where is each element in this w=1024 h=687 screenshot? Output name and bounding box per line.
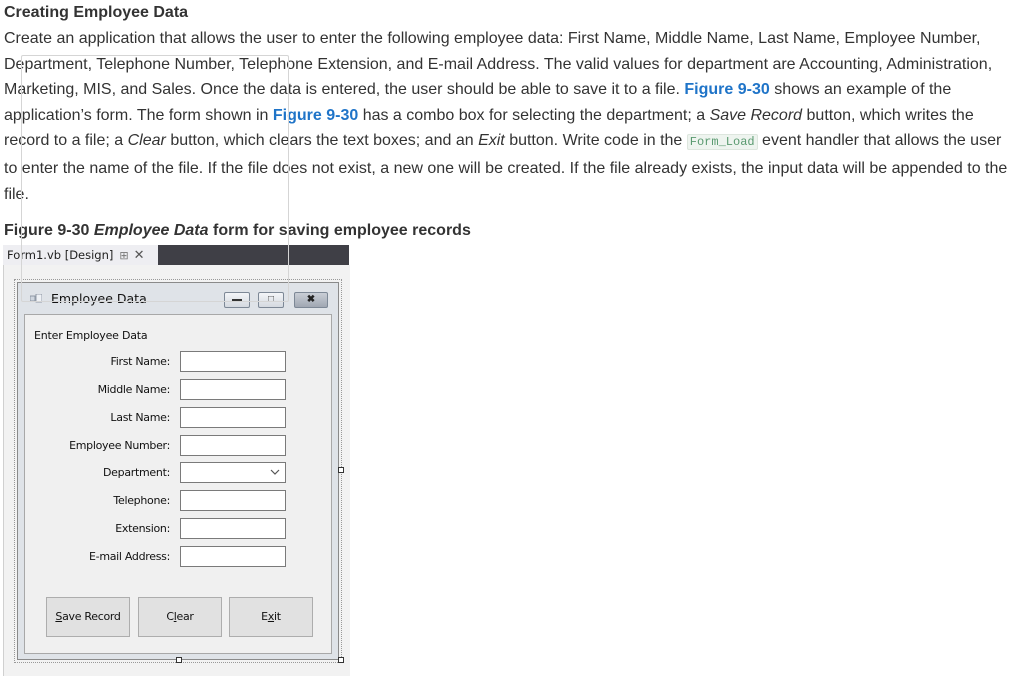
extension-field[interactable] (180, 518, 286, 539)
email-address-input[interactable] (181, 547, 285, 566)
designer-tab-label: Form1.vb [Design] (7, 248, 114, 262)
employee-number-input[interactable] (181, 436, 285, 455)
first-name-label: First Name: (110, 355, 170, 368)
form-load-code: Form_Load (687, 134, 758, 150)
employee-data-groupbox (21, 55, 289, 302)
extension-label: Extension: (115, 522, 170, 535)
close-window-icon: ✖ (306, 294, 316, 305)
minimize-icon: ▬ (232, 294, 242, 305)
last-name-label: Last Name: (110, 411, 170, 424)
paragraph-text-3: has a combo box for selecting the department; a (362, 106, 706, 124)
telephone-label: Telephone: (113, 494, 170, 507)
caption-suffix: form for saving employee records (212, 222, 471, 239)
extension-input[interactable] (181, 519, 285, 538)
telephone-field[interactable] (180, 490, 286, 511)
email-address-field[interactable] (180, 546, 286, 567)
paragraph-text-1: Create an application that allows the user to enter the following employee data: First Name, Middle Name, Last Name, Employee Number, Department, Telephone Number, Telephone Extension, and E-mail Address. The valid values for department are Accounting, Administration, Marketing, MIS, and Sales. Once the data is entered, the user should be able to save it to a file. (4, 30, 993, 99)
telephone-input[interactable] (181, 491, 285, 510)
section-heading: Creating Employee Data (4, 4, 189, 21)
chevron-down-icon[interactable] (270, 468, 280, 476)
exit-button[interactable] (229, 597, 313, 637)
maximize-icon: □ (267, 294, 275, 305)
figure-link-1[interactable]: Figure 9-30 (684, 81, 770, 99)
first-name-field[interactable] (180, 351, 286, 372)
close-button[interactable] (294, 292, 328, 308)
clear-label-post: ear (176, 610, 194, 623)
pin-icon[interactable]: ⊞ (119, 249, 129, 262)
save-label-post: ave Record (62, 610, 121, 623)
clear-mnemonic: l (173, 610, 177, 623)
resize-handle-right[interactable] (338, 467, 344, 473)
exit-label-pre: E (261, 610, 268, 623)
exit-label-post: it (274, 610, 281, 623)
close-icon[interactable]: ✕ (133, 248, 145, 263)
department-label: Department: (103, 466, 170, 479)
employee-number-label: Employee Number: (69, 439, 170, 452)
paragraph-text-4: button, which writes the record to a file; a (4, 106, 974, 150)
department-combo[interactable] (180, 462, 286, 483)
form-title: Employee Data (51, 291, 147, 306)
caption-emphasis: Employee Data (93, 222, 209, 239)
save-mnemonic: S (55, 610, 63, 623)
save-record-term: Save Record (709, 106, 803, 124)
resize-handle-bottom[interactable] (176, 657, 182, 663)
save-record-button[interactable] (46, 597, 130, 637)
middle-name-field[interactable] (180, 379, 286, 400)
employee-number-field[interactable] (180, 435, 286, 456)
email-address-label: E-mail Address: (89, 550, 170, 563)
last-name-field[interactable] (180, 407, 286, 428)
first-name-input[interactable] (181, 352, 285, 371)
paragraph-text-6: button. Write code in the (509, 132, 683, 150)
last-name-input[interactable] (181, 408, 285, 427)
exit-mnemonic: x (267, 610, 275, 623)
middle-name-input[interactable] (181, 380, 285, 399)
groupbox-label: Enter Employee Data (31, 329, 150, 342)
clear-button[interactable] (138, 597, 222, 637)
clear-term: Clear (127, 132, 166, 150)
paragraph-text-5: button, which clears the text boxes; and an (170, 132, 474, 150)
resize-handle-corner[interactable] (338, 657, 344, 663)
exit-term: Exit (478, 132, 505, 150)
middle-name-label: Middle Name: (97, 383, 170, 396)
figure-link-2[interactable]: Figure 9-30 (272, 106, 359, 124)
paragraph-text-2: shows an example of the application’s form. The form shown in (4, 81, 952, 124)
caption-prefix: Figure 9-30 (4, 222, 90, 239)
clear-label-pre: C (166, 610, 174, 623)
paragraph-text-7: event handler that allows the user to enter the name of the file. If the file does not exist, a new one will be created. If the file already exists, the input data will be appended to the file. (4, 132, 1008, 203)
